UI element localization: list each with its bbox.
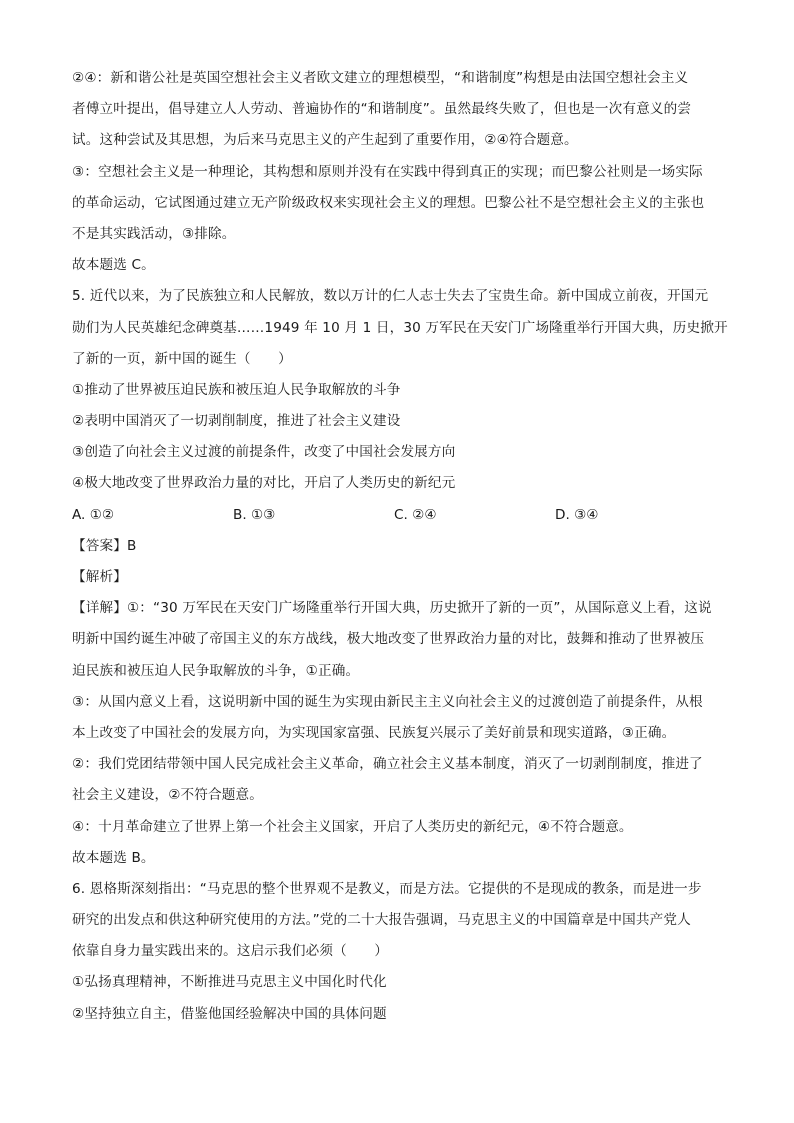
text-line: 故本题选 C。 [72,257,155,274]
question-5-stem: 了新的一页，新中国的诞生（ ） [72,350,292,367]
text-line: 试。这种尝试及其思想，为后来马克思主义的产生起到了重要作用，②④符合题意。 [72,132,578,149]
text-line: 不是其实践活动，③排除。 [72,225,236,242]
text-line: ③：空想社会主义是一种理论，其构想和原则并没有在实践中得到真正的实现；而巴黎公社则是一场实际 [72,163,703,180]
question-5-statement: ①推动了世界被压迫民族和被压迫人民争取解放的斗争 [72,381,401,398]
question-6-statement: ②坚持独立自主，借鉴他国经验解决中国的具体问题 [72,1005,387,1022]
explanation-line: 社会主义建设，②不符合题意。 [72,787,264,804]
explanation-line: ②：我们党团结带领中国人民完成社会主义革命，确立社会主义基本制度，消灭了一切剥削制度，推进了 [72,756,703,773]
explanation-line: 【详解】①：“30 万军民在天安门广场隆重举行开国大典，历史掀开了新的一页”，从国际意义上看，这说 [72,600,712,617]
option-a: A. ①② [72,506,115,523]
question-5-statement: ④极大地改变了世界政治力量的对比，开启了人类历史的新纪元 [72,475,456,492]
document-content [72,63,728,1030]
question-6-stem: 依靠自身力量实践出来的。这启示我们必须（ ） [72,943,389,960]
answer-label: 【答案】B [72,537,137,554]
question-6-statement: ①弘扬真理精神，不断推进马克思主义中国化时代化 [72,974,387,991]
option-b: B. ①③ [233,506,276,523]
text-line: 者傅立叶提出，倡导建立人人劳动、普遍协作的“和谐制度”。虽然最终失败了，但也是一次有意义的尝 [72,101,692,118]
text-line: 的革命运动，它试图通过建立无产阶级政权来实现社会主义的理想。巴黎公社不是空想社会主义的主张也 [72,194,705,211]
explanation-line: 故本题选 B。 [72,849,155,866]
question-6-stem: 6. 恩格斯深刻指出：“马克思的整个世界观不是教义，而是方法。它提供的不是现成的教条，而是进一步 [72,880,702,897]
explanation-line: 明新中国约诞生冲破了帝国主义的东方战线，极大地改变了世界政治力量的对比，鼓舞和推动了世界被压 [72,631,705,648]
question-5-stem: 5. 近代以来，为了民族独立和人民解放，数以万计的仁人志士失去了宝贵生命。新中国成立前夜，开国元 [72,288,709,305]
question-6-stem: 研究的出发点和供这种研究使用的方法。”党的二十大报告强调，马克思主义的中国篇章是中国共产党人 [72,912,691,929]
question-5-stem: 勋们为人民英雄纪念碑奠基……1949 年 10 月 1 日，30 万军民在天安门广场隆重举行开国大典，历史掀开 [72,319,728,336]
explanation-line: 本上改变了中国社会的发展方向，为实现国家富强、民族复兴展示了美好前景和现实道路，③正确。 [72,724,676,741]
text-line: ②④：新和谐公社是英国空想社会主义者欧文建立的理想模型，“和谐制度”构想是由法国空想社会主义 [72,70,689,86]
explanation-line: 迫民族和被压迫人民争取解放的斗争，①正确。 [72,662,360,679]
question-5-statement: ②表明中国消灭了一切剥削制度，推进了社会主义建设 [72,413,401,430]
question-5-statement: ③创造了向社会主义过渡的前提条件，改变了中国社会发展方向 [72,444,456,461]
explanation-line: ④：十月革命建立了世界上第一个社会主义国家，开启了人类历史的新纪元，④不符合题意。 [72,818,633,835]
option-c: C. ②④ [394,506,437,523]
analysis-label: 【解析】 [72,569,127,585]
question-5-options [72,500,722,531]
explanation-line: ③：从国内意义上看，这说明新中国的诞生为实现由新民主主义向社会主义的过渡创造了前提条件，从根 [72,693,703,710]
option-d: D. ③④ [555,506,599,523]
